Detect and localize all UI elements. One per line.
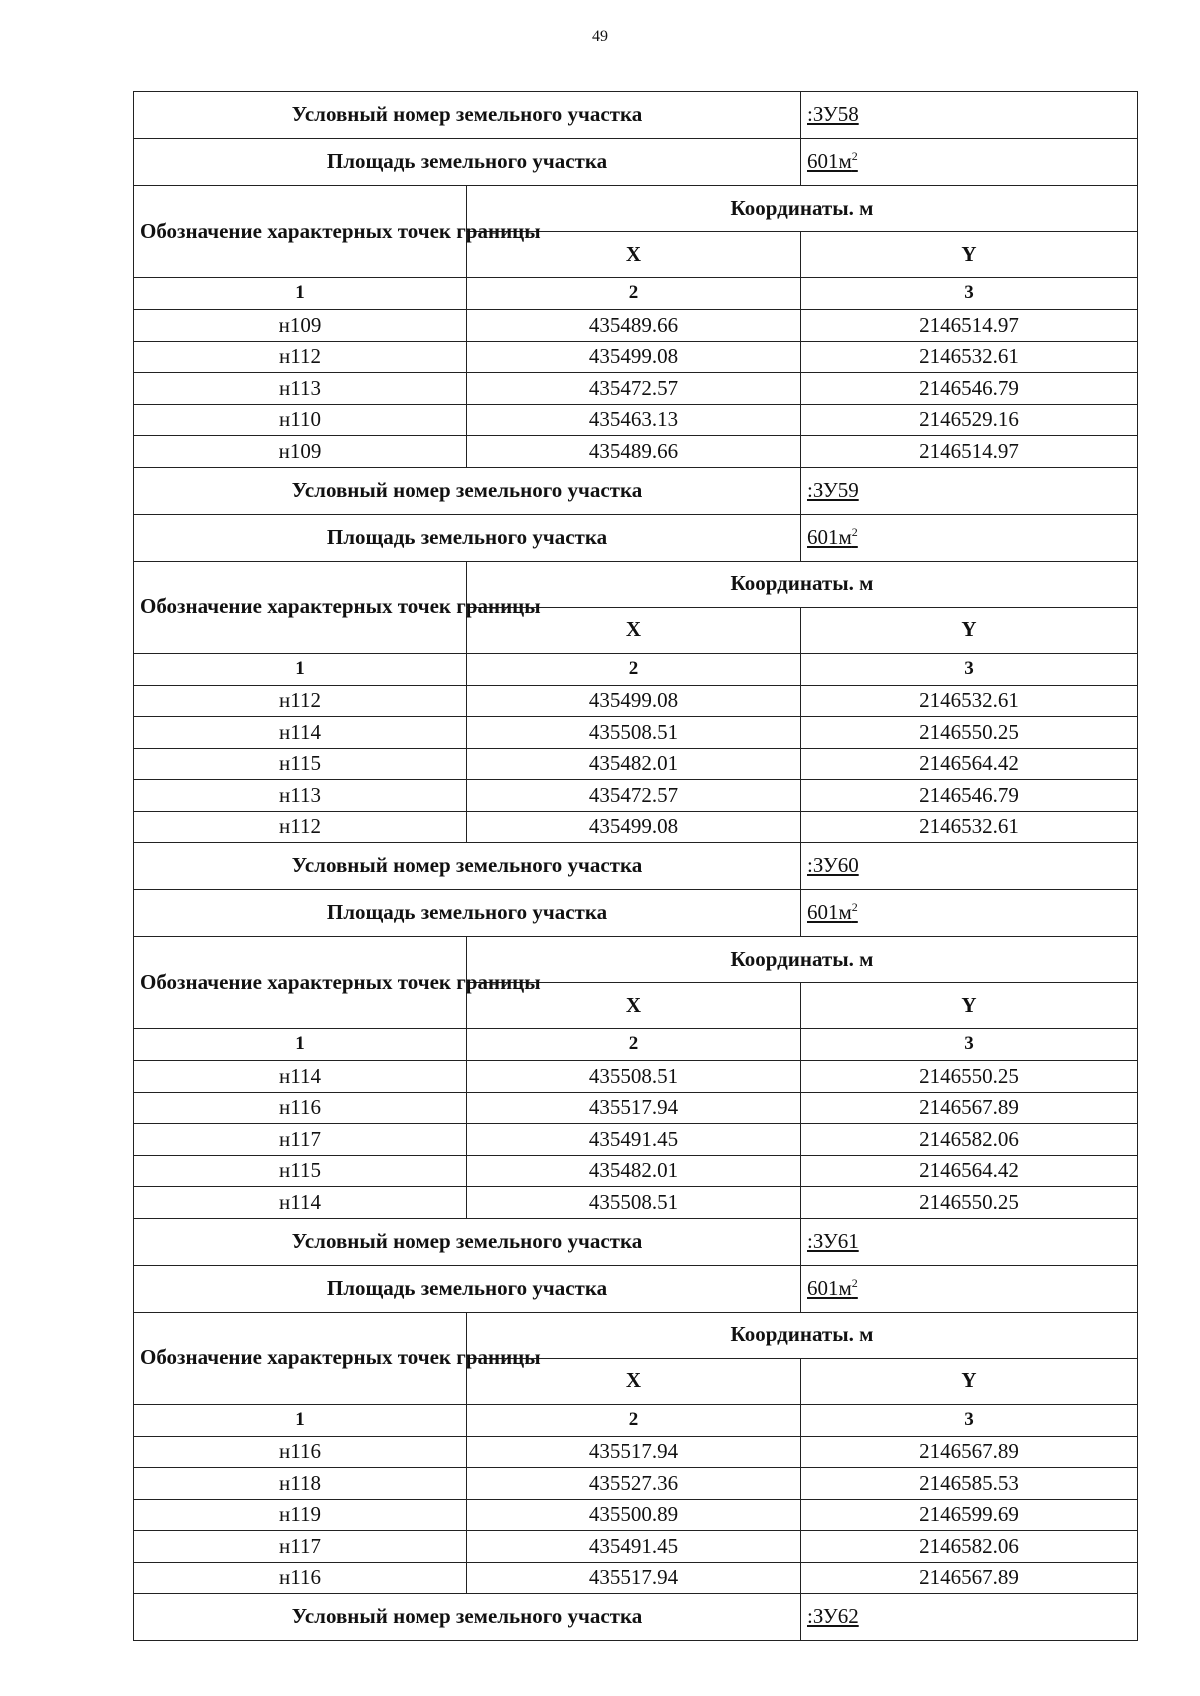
point-name: н116 — [134, 1092, 467, 1124]
point-x: 435482.01 — [467, 748, 801, 780]
point-name: н114 — [134, 717, 467, 749]
land-plots-table — [133, 91, 1138, 1641]
plot-area-value: 601 — [807, 149, 839, 174]
table-row — [134, 1187, 1138, 1219]
plot-area-value: 601 — [807, 524, 839, 549]
point-y: 2146567.89 — [801, 1436, 1138, 1468]
column-number-3: 3 — [801, 653, 1138, 685]
column-number-1: 1 — [134, 278, 467, 310]
x-header: X — [467, 607, 801, 653]
table-row — [134, 404, 1138, 436]
table-row — [134, 685, 1138, 717]
table-row — [134, 1468, 1138, 1500]
plot-number: :ЗУ60 — [807, 853, 859, 878]
plot-number: :ЗУ61 — [807, 1228, 859, 1253]
point-name: н117 — [134, 1124, 467, 1156]
plot-area-unit: м — [838, 1275, 852, 1300]
point-y: 2146564.42 — [801, 1155, 1138, 1187]
table-row — [134, 748, 1138, 780]
point-x: 435472.57 — [467, 780, 801, 812]
point-y: 2146532.61 — [801, 811, 1138, 843]
plot-area-value-cell — [801, 139, 1138, 186]
plot-number: :ЗУ62 — [807, 1604, 859, 1629]
table-row — [134, 436, 1138, 468]
table-row — [134, 1531, 1138, 1563]
point-x: 435517.94 — [467, 1092, 801, 1124]
plot-area-label: Площадь земельного участка — [134, 139, 801, 186]
points-designation-header: Обозначение характерных точек границы — [134, 186, 467, 278]
coords-header-row — [134, 186, 1138, 232]
point-name: н109 — [134, 436, 467, 468]
point-y: 2146550.25 — [801, 717, 1138, 749]
plot-number-label: Условный номер земельного участка — [134, 843, 801, 890]
point-x: 435499.08 — [467, 811, 801, 843]
point-name: н110 — [134, 404, 467, 436]
plot-number-row — [134, 1218, 1138, 1265]
plot-area-value: 601 — [807, 900, 839, 925]
coordinates-header: Координаты. м — [467, 1312, 1138, 1358]
coordinates-header: Координаты. м — [467, 186, 1138, 232]
table-row — [134, 780, 1138, 812]
point-name: н114 — [134, 1187, 467, 1219]
point-name: н113 — [134, 373, 467, 405]
table-row — [134, 1436, 1138, 1468]
plot-area-unit-sup: 2 — [851, 149, 858, 164]
plot-number-label: Условный номер земельного участка — [134, 1218, 801, 1265]
plot-area-row — [134, 1265, 1138, 1312]
points-designation-header: Обозначение характерных точек границы — [134, 937, 467, 1029]
table-row — [134, 811, 1138, 843]
point-x: 435463.13 — [467, 404, 801, 436]
plot-area — [807, 1276, 858, 1300]
point-y: 2146546.79 — [801, 780, 1138, 812]
point-name: н115 — [134, 748, 467, 780]
table-row — [134, 1061, 1138, 1093]
plot-area-value: 601 — [807, 1275, 839, 1300]
point-name: н115 — [134, 1155, 467, 1187]
plot-number-label: Условный номер земельного участка — [134, 467, 801, 514]
point-y: 2146550.25 — [801, 1187, 1138, 1219]
column-numbers-row — [134, 278, 1138, 310]
plot-area-unit-sup: 2 — [851, 1275, 858, 1290]
trailing-plot-number-label: Условный номер земельного участка — [134, 1594, 801, 1641]
point-y: 2146564.42 — [801, 748, 1138, 780]
x-header: X — [467, 1358, 801, 1404]
plot-area-label: Площадь земельного участка — [134, 1265, 801, 1312]
plot-area-row — [134, 514, 1138, 561]
y-header: Y — [801, 1358, 1138, 1404]
column-number-2: 2 — [467, 278, 801, 310]
point-name: н116 — [134, 1562, 467, 1594]
table-row — [134, 341, 1138, 373]
point-x: 435517.94 — [467, 1562, 801, 1594]
column-number-1: 1 — [134, 1404, 467, 1436]
point-x: 435489.66 — [467, 310, 801, 342]
plot-area-row — [134, 890, 1138, 937]
plot-area-unit: м — [838, 900, 852, 925]
point-x: 435499.08 — [467, 341, 801, 373]
table-row — [134, 1562, 1138, 1594]
plot-area-value-cell — [801, 890, 1138, 937]
coords-header-row — [134, 937, 1138, 983]
point-name: н113 — [134, 780, 467, 812]
point-y: 2146514.97 — [801, 436, 1138, 468]
column-numbers-row — [134, 1404, 1138, 1436]
point-name: н114 — [134, 1061, 467, 1093]
plot-area-unit-sup: 2 — [851, 524, 858, 539]
coordinates-header: Координаты. м — [467, 937, 1138, 983]
plot-number-row — [134, 843, 1138, 890]
point-x: 435482.01 — [467, 1155, 801, 1187]
plot-number: :ЗУ59 — [807, 477, 859, 502]
point-x: 435500.89 — [467, 1499, 801, 1531]
column-numbers-row — [134, 1029, 1138, 1061]
plot-area — [807, 525, 858, 549]
page-number: 49 — [592, 28, 608, 45]
plot-area-unit-sup: 2 — [851, 900, 858, 915]
point-x: 435491.45 — [467, 1124, 801, 1156]
points-designation-header: Обозначение характерных точек границы — [134, 561, 467, 653]
point-name: н117 — [134, 1531, 467, 1563]
trailing-plot-number-value-cell — [801, 1594, 1138, 1641]
table-row — [134, 310, 1138, 342]
plot-number-value-cell — [801, 467, 1138, 514]
land-plots-table-body — [134, 92, 1138, 1641]
table-row — [134, 373, 1138, 405]
y-header: Y — [801, 232, 1138, 278]
coords-header-row — [134, 1312, 1138, 1358]
coordinates-header: Координаты. м — [467, 561, 1138, 607]
plot-area-label: Площадь земельного участка — [134, 514, 801, 561]
plot-area — [807, 900, 858, 924]
trailing-plot-number-row — [134, 1594, 1138, 1641]
point-y: 2146550.25 — [801, 1061, 1138, 1093]
column-number-3: 3 — [801, 1404, 1138, 1436]
column-number-2: 2 — [467, 1029, 801, 1061]
point-y: 2146582.06 — [801, 1124, 1138, 1156]
table-row — [134, 1499, 1138, 1531]
point-x: 435472.57 — [467, 373, 801, 405]
table-row — [134, 717, 1138, 749]
point-name: н119 — [134, 1499, 467, 1531]
point-name: н116 — [134, 1436, 467, 1468]
point-x: 435508.51 — [467, 717, 801, 749]
point-name: н112 — [134, 685, 467, 717]
table-row — [134, 1092, 1138, 1124]
points-designation-header: Обозначение характерных точек границы — [134, 1312, 467, 1404]
point-name: н112 — [134, 811, 467, 843]
point-x: 435489.66 — [467, 436, 801, 468]
point-x: 435508.51 — [467, 1187, 801, 1219]
point-x: 435491.45 — [467, 1531, 801, 1563]
plot-number-value-cell — [801, 843, 1138, 890]
plot-area-value-cell — [801, 1265, 1138, 1312]
y-header: Y — [801, 607, 1138, 653]
point-name: н112 — [134, 341, 467, 373]
point-x: 435527.36 — [467, 1468, 801, 1500]
point-name: н118 — [134, 1468, 467, 1500]
point-y: 2146567.89 — [801, 1092, 1138, 1124]
x-header: X — [467, 983, 801, 1029]
point-y: 2146599.69 — [801, 1499, 1138, 1531]
plot-area — [807, 149, 858, 173]
column-number-1: 1 — [134, 1029, 467, 1061]
point-y: 2146582.06 — [801, 1531, 1138, 1563]
plot-area-unit: м — [838, 149, 852, 174]
point-y: 2146532.61 — [801, 685, 1138, 717]
plot-number: :ЗУ58 — [807, 102, 859, 127]
point-x: 435517.94 — [467, 1436, 801, 1468]
point-y: 2146546.79 — [801, 373, 1138, 405]
table-row — [134, 1124, 1138, 1156]
x-header: X — [467, 232, 801, 278]
point-y: 2146514.97 — [801, 310, 1138, 342]
column-number-2: 2 — [467, 1404, 801, 1436]
plot-number-value-cell — [801, 1218, 1138, 1265]
point-y: 2146585.53 — [801, 1468, 1138, 1500]
plot-number-row — [134, 467, 1138, 514]
plot-number-row — [134, 92, 1138, 139]
point-y: 2146567.89 — [801, 1562, 1138, 1594]
point-x: 435508.51 — [467, 1061, 801, 1093]
table-row — [134, 1155, 1138, 1187]
point-x: 435499.08 — [467, 685, 801, 717]
column-number-2: 2 — [467, 653, 801, 685]
point-y: 2146529.16 — [801, 404, 1138, 436]
point-name: н109 — [134, 310, 467, 342]
column-number-3: 3 — [801, 1029, 1138, 1061]
y-header: Y — [801, 983, 1138, 1029]
column-numbers-row — [134, 653, 1138, 685]
coords-header-row — [134, 561, 1138, 607]
plot-number-label: Условный номер земельного участка — [134, 92, 801, 139]
plot-area-unit: м — [838, 524, 852, 549]
plot-number-value-cell — [801, 92, 1138, 139]
plot-area-value-cell — [801, 514, 1138, 561]
point-y: 2146532.61 — [801, 341, 1138, 373]
plot-area-label: Площадь земельного участка — [134, 890, 801, 937]
column-number-1: 1 — [134, 653, 467, 685]
column-number-3: 3 — [801, 278, 1138, 310]
plot-area-row — [134, 139, 1138, 186]
